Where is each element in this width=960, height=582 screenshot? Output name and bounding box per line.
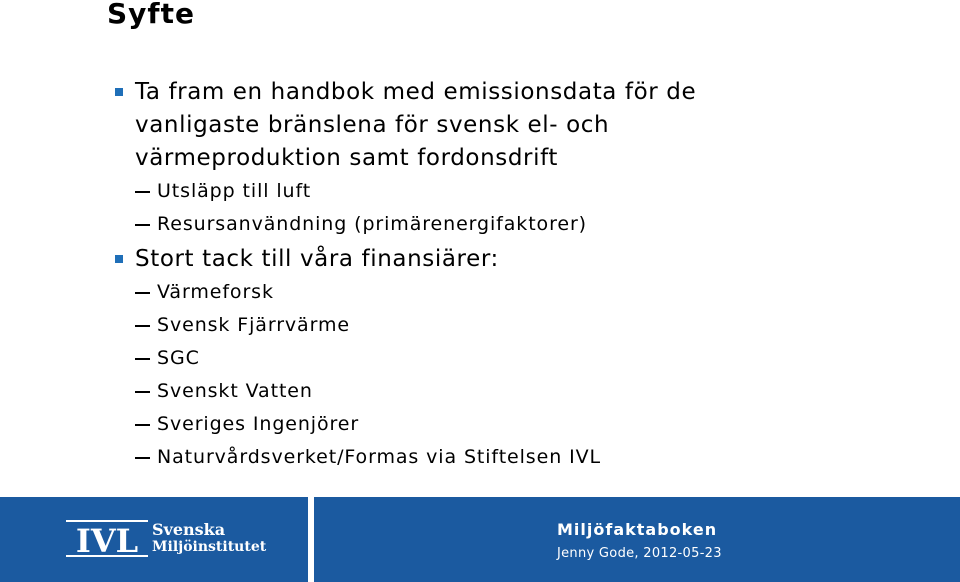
footer-info-panel (314, 497, 960, 582)
slide-title: Syfte (107, 0, 195, 30)
sub-bullet-item (115, 309, 945, 342)
square-bullet-icon (115, 88, 123, 96)
dash-bullet-icon (135, 292, 150, 294)
sub-bullet-item (115, 175, 945, 208)
ivl-logo-icon (66, 519, 150, 559)
sub-bullet-item (115, 375, 945, 408)
slide-footer (0, 497, 960, 582)
dash-bullet-icon (135, 224, 150, 226)
footer-logo-panel (0, 497, 308, 582)
dash-bullet-icon (135, 191, 150, 193)
bullet-line: Stort tack till våra finansiärer: (135, 246, 499, 272)
sub-bullet-text: Utsläpp till luft (157, 180, 312, 202)
sub-bullet-item (115, 276, 945, 309)
slide-content (115, 76, 945, 474)
logo-name-line2: Miljöinstitutet (152, 539, 267, 555)
dash-bullet-icon (135, 325, 150, 327)
square-bullet-icon (115, 255, 123, 263)
sub-bullet-text: Värmeforsk (157, 281, 274, 303)
sub-bullet-text: Resursanvändning (primärenergifaktorer) (157, 213, 587, 235)
sub-bullet-text: Sveriges Ingenjörer (157, 413, 360, 435)
ivl-logo-text: IVL (75, 522, 139, 559)
bullet-item-thanks (115, 243, 945, 276)
dash-bullet-icon (135, 358, 150, 360)
bullet-line: vanligaste bränslena för svensk el- och (135, 112, 610, 138)
dash-bullet-icon (135, 391, 150, 393)
dash-bullet-icon (135, 457, 150, 459)
bullet-line: Ta fram en handbok med emissionsdata för de (135, 79, 697, 105)
footer-subtitle: Jenny Gode, 2012-05-23 (557, 546, 722, 561)
sub-bullet-item (115, 441, 945, 474)
sub-bullet-item (115, 208, 945, 241)
sub-bullet-text: SGC (157, 347, 200, 369)
bullet-line: värmeproduktion samt fordonsdrift (135, 145, 559, 171)
footer-title: Miljöfaktaboken (557, 520, 718, 539)
sub-bullet-text: Svensk Fjärrvärme (157, 314, 350, 336)
sub-bullet-text: Naturvårdsverket/Formas via Stiftelsen IVL (157, 446, 601, 468)
sub-bullet-text: Svenskt Vatten (157, 380, 313, 402)
dash-bullet-icon (135, 424, 150, 426)
bullet-item-handbook (115, 76, 945, 175)
sub-bullet-item (115, 342, 945, 375)
logo-name-line1: Svenska (152, 520, 226, 539)
sub-bullet-item (115, 408, 945, 441)
